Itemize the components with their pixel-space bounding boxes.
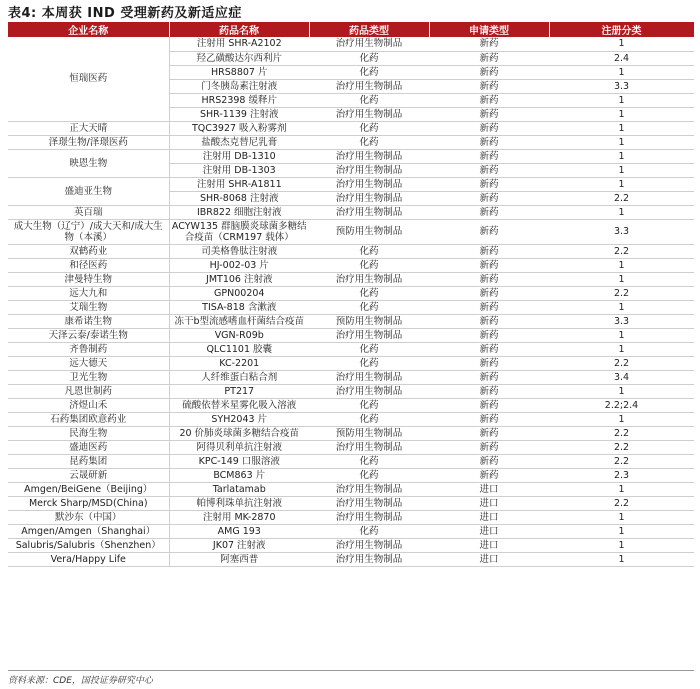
registration-class-cell: 1: [549, 328, 694, 342]
table-row: [8, 496, 694, 510]
company-cell: 盛迪亚生物: [8, 177, 169, 205]
drug-type-cell: 化药: [309, 258, 429, 272]
table-row: [8, 426, 694, 440]
drug-type-cell: 治疗用生物制品: [309, 191, 429, 205]
table-row: [8, 538, 694, 552]
drug-type-cell: 治疗用生物制品: [309, 205, 429, 219]
registration-class-cell: 2.2: [549, 244, 694, 258]
drug-type-cell: 化药: [309, 398, 429, 412]
registration-class-cell: 1: [549, 552, 694, 566]
registration-class-cell: 3.3: [549, 219, 694, 244]
drug-name-cell: VGN-R09b: [169, 328, 309, 342]
table-row: [8, 398, 694, 412]
company-cell: 云晟研新: [8, 468, 169, 482]
drug-name-cell: KPC-149 口服溶液: [169, 454, 309, 468]
application-type-cell: 新药: [429, 79, 549, 93]
registration-class-cell: 1: [549, 163, 694, 177]
application-type-cell: 新药: [429, 65, 549, 79]
drug-name-cell: 人纤维蛋白粘合剂: [169, 370, 309, 384]
company-cell: Vera/Happy Life: [8, 552, 169, 566]
registration-class-cell: 1: [549, 412, 694, 426]
application-type-cell: 新药: [429, 412, 549, 426]
table-row: [8, 205, 694, 219]
drug-type-cell: 化药: [309, 524, 429, 538]
drug-type-cell: 化药: [309, 286, 429, 300]
company-cell: 康希诺生物: [8, 314, 169, 328]
drug-name-cell: 注射用 SHR-A2102: [169, 37, 309, 51]
drug-name-cell: 注射用 DB-1303: [169, 163, 309, 177]
registration-class-cell: 2.2: [549, 286, 694, 300]
application-type-cell: 进口: [429, 510, 549, 524]
registration-class-cell: 2.2;2.4: [549, 398, 694, 412]
table-row: [8, 468, 694, 482]
drug-type-cell: 治疗用生物制品: [309, 370, 429, 384]
drug-type-cell: 化药: [309, 121, 429, 135]
drug-name-cell: JMT106 注射液: [169, 272, 309, 286]
drug-name-cell: SHR-1139 注射液: [169, 107, 309, 121]
table-row: [8, 356, 694, 370]
table-row: [8, 328, 694, 342]
drug-name-cell: ACYW135 群脑膜炎球菌多糖结合疫苗（CRM197 载体）: [169, 219, 309, 244]
company-cell: 双鹤药业: [8, 244, 169, 258]
drug-name-cell: SHR-8068 注射液: [169, 191, 309, 205]
application-type-cell: 新药: [429, 454, 549, 468]
table-row: [8, 524, 694, 538]
drug-type-cell: 化药: [309, 244, 429, 258]
application-type-cell: 新药: [429, 51, 549, 65]
application-type-cell: 新药: [429, 426, 549, 440]
table-row: [8, 135, 694, 149]
application-type-cell: 新药: [429, 121, 549, 135]
drug-type-cell: 化药: [309, 356, 429, 370]
table-row: [8, 219, 694, 244]
company-cell: 卫光生物: [8, 370, 169, 384]
drug-name-cell: PT217: [169, 384, 309, 398]
table-row: [8, 412, 694, 426]
table-row: [8, 482, 694, 496]
registration-class-cell: 1: [549, 482, 694, 496]
company-cell: 昆药集团: [8, 454, 169, 468]
table-row: [8, 177, 694, 191]
drug-type-cell: 治疗用生物制品: [309, 538, 429, 552]
drug-name-cell: GPN00204: [169, 286, 309, 300]
drug-type-cell: 化药: [309, 65, 429, 79]
header-company: 企业名称: [8, 22, 169, 37]
application-type-cell: 新药: [429, 191, 549, 205]
registration-class-cell: 1: [549, 300, 694, 314]
registration-class-cell: 1: [549, 510, 694, 524]
drug-name-cell: 冻干b型流感嗜血杆菌结合疫苗: [169, 314, 309, 328]
company-cell: 远大德天: [8, 356, 169, 370]
drug-name-cell: HJ-002-03 片: [169, 258, 309, 272]
drug-type-cell: 预防用生物制品: [309, 219, 429, 244]
header-drug: 药品名称: [169, 22, 309, 37]
application-type-cell: 新药: [429, 149, 549, 163]
company-cell: 映恩生物: [8, 149, 169, 177]
application-type-cell: 进口: [429, 524, 549, 538]
company-cell: 正大天晴: [8, 121, 169, 135]
drug-name-cell: SYH2043 片: [169, 412, 309, 426]
application-type-cell: 新药: [429, 440, 549, 454]
registration-class-cell: 2.2: [549, 496, 694, 510]
application-type-cell: 新药: [429, 93, 549, 107]
ind-table: [8, 22, 695, 567]
registration-class-cell: 1: [549, 524, 694, 538]
table-row: [8, 121, 694, 135]
registration-class-cell: 1: [549, 538, 694, 552]
registration-class-cell: 2.2: [549, 454, 694, 468]
drug-name-cell: HRS2398 缓释片: [169, 93, 309, 107]
table-row: [8, 342, 694, 356]
drug-name-cell: TISA-818 含漱液: [169, 300, 309, 314]
table-row: [8, 370, 694, 384]
application-type-cell: 新药: [429, 342, 549, 356]
bottom-divider: [8, 670, 694, 671]
company-cell: 津曼特生物: [8, 272, 169, 286]
company-cell: 盛迪医药: [8, 440, 169, 454]
drug-type-cell: 预防用生物制品: [309, 314, 429, 328]
application-type-cell: 新药: [429, 286, 549, 300]
table-body: [8, 37, 694, 566]
application-type-cell: 新药: [429, 384, 549, 398]
application-type-cell: 新药: [429, 398, 549, 412]
drug-type-cell: 化药: [309, 412, 429, 426]
drug-type-cell: 治疗用生物制品: [309, 177, 429, 191]
company-cell: 民海生物: [8, 426, 169, 440]
drug-name-cell: 注射用 DB-1310: [169, 149, 309, 163]
drug-type-cell: 治疗用生物制品: [309, 328, 429, 342]
registration-class-cell: 2.2: [549, 426, 694, 440]
drug-type-cell: 化药: [309, 93, 429, 107]
drug-type-cell: 治疗用生物制品: [309, 79, 429, 93]
drug-type-cell: 治疗用生物制品: [309, 552, 429, 566]
registration-class-cell: 1: [549, 177, 694, 191]
table-row: [8, 149, 694, 163]
company-cell: Merck Sharp/MSD(China): [8, 496, 169, 510]
drug-type-cell: 预防用生物制品: [309, 426, 429, 440]
drug-name-cell: 阿得贝利单抗注射液: [169, 440, 309, 454]
drug-name-cell: Tarlatamab: [169, 482, 309, 496]
drug-name-cell: 注射用 MK-2870: [169, 510, 309, 524]
company-cell: Amgen/BeiGene（Beijing）: [8, 482, 169, 496]
drug-type-cell: 治疗用生物制品: [309, 496, 429, 510]
drug-type-cell: 化药: [309, 454, 429, 468]
header-application: 申请类型: [429, 22, 549, 37]
drug-name-cell: 阿塞西普: [169, 552, 309, 566]
registration-class-cell: 1: [549, 342, 694, 356]
table-row: [8, 37, 694, 51]
drug-type-cell: 治疗用生物制品: [309, 440, 429, 454]
company-cell: 齐鲁制药: [8, 342, 169, 356]
drug-type-cell: 化药: [309, 135, 429, 149]
drug-type-cell: 治疗用生物制品: [309, 37, 429, 51]
drug-name-cell: 帕博利珠单抗注射液: [169, 496, 309, 510]
application-type-cell: 新药: [429, 300, 549, 314]
registration-class-cell: 1: [549, 205, 694, 219]
application-type-cell: 新药: [429, 163, 549, 177]
company-cell: 艾瑞生物: [8, 300, 169, 314]
application-type-cell: 进口: [429, 496, 549, 510]
company-cell: 石药集团欧意药业: [8, 412, 169, 426]
registration-class-cell: 1: [549, 272, 694, 286]
registration-class-cell: 2.4: [549, 51, 694, 65]
drug-name-cell: 盐酸杰克替尼乳膏: [169, 135, 309, 149]
registration-class-cell: 2.2: [549, 191, 694, 205]
drug-name-cell: QLC1101 胶囊: [169, 342, 309, 356]
registration-class-cell: 1: [549, 107, 694, 121]
drug-name-cell: HRS8807 片: [169, 65, 309, 79]
company-cell: 和径医药: [8, 258, 169, 272]
table-row: [8, 286, 694, 300]
registration-class-cell: 3.4: [549, 370, 694, 384]
drug-name-cell: IBR822 细胞注射液: [169, 205, 309, 219]
registration-class-cell: 1: [549, 135, 694, 149]
application-type-cell: 新药: [429, 314, 549, 328]
table-row: [8, 244, 694, 258]
registration-class-cell: 1: [549, 384, 694, 398]
header-registration: 注册分类: [549, 22, 694, 37]
drug-type-cell: 治疗用生物制品: [309, 510, 429, 524]
application-type-cell: 新药: [429, 219, 549, 244]
drug-type-cell: 治疗用生物制品: [309, 163, 429, 177]
drug-name-cell: TQC3927 吸入粉雾剂: [169, 121, 309, 135]
drug-type-cell: 治疗用生物制品: [309, 107, 429, 121]
drug-type-cell: 化药: [309, 468, 429, 482]
drug-name-cell: 羟乙磺酸达尔西利片: [169, 51, 309, 65]
drug-name-cell: 注射用 SHR-A1811: [169, 177, 309, 191]
drug-type-cell: 化药: [309, 51, 429, 65]
application-type-cell: 新药: [429, 468, 549, 482]
application-type-cell: 新药: [429, 272, 549, 286]
table-row: [8, 384, 694, 398]
drug-name-cell: KC-2201: [169, 356, 309, 370]
drug-name-cell: AMG 193: [169, 524, 309, 538]
registration-class-cell: 1: [549, 37, 694, 51]
table-row: [8, 510, 694, 524]
application-type-cell: 进口: [429, 538, 549, 552]
table-row: [8, 272, 694, 286]
company-cell: 凡恩世制药: [8, 384, 169, 398]
drug-name-cell: 门冬胰岛素注射液: [169, 79, 309, 93]
application-type-cell: 新药: [429, 258, 549, 272]
table-header-row: [8, 22, 694, 37]
registration-class-cell: 1: [549, 93, 694, 107]
table-title: 表4: 本周获 IND 受理新药及新适应症: [8, 6, 242, 21]
company-cell: Salubris/Salubris（Shenzhen）: [8, 538, 169, 552]
company-cell: 远大九和: [8, 286, 169, 300]
application-type-cell: 新药: [429, 244, 549, 258]
drug-type-cell: 化药: [309, 342, 429, 356]
drug-type-cell: 治疗用生物制品: [309, 384, 429, 398]
source-note: 资料来源：CDE，国投证券研究中心: [8, 676, 153, 686]
company-cell: 泽璟生物/泽璟医药: [8, 135, 169, 149]
registration-class-cell: 2.2: [549, 440, 694, 454]
application-type-cell: 新药: [429, 135, 549, 149]
company-cell: 默沙东（中国）: [8, 510, 169, 524]
application-type-cell: 新药: [429, 37, 549, 51]
table-row: [8, 440, 694, 454]
drug-type-cell: 化药: [309, 300, 429, 314]
table-row: [8, 314, 694, 328]
registration-class-cell: 3.3: [549, 79, 694, 93]
drug-type-cell: 治疗用生物制品: [309, 272, 429, 286]
drug-name-cell: JK07 注射液: [169, 538, 309, 552]
company-cell: Amgen/Amgen（Shanghai）: [8, 524, 169, 538]
application-type-cell: 新药: [429, 328, 549, 342]
registration-class-cell: 1: [549, 121, 694, 135]
company-cell: 济煜山禾: [8, 398, 169, 412]
registration-class-cell: 1: [549, 258, 694, 272]
drug-name-cell: 20 价肺炎球菌多糖结合疫苗: [169, 426, 309, 440]
registration-class-cell: 2.3: [549, 468, 694, 482]
registration-class-cell: 3.3: [549, 314, 694, 328]
application-type-cell: 新药: [429, 205, 549, 219]
drug-name-cell: 硫酸依替米星雾化吸入溶液: [169, 398, 309, 412]
company-cell: 恒瑞医药: [8, 37, 169, 121]
table-row: [8, 454, 694, 468]
table-row: [8, 552, 694, 566]
header-type: 药品类型: [309, 22, 429, 37]
company-cell: 成大生物（辽宁）/成大天和/成大生物（本溪）: [8, 219, 169, 244]
registration-class-cell: 1: [549, 65, 694, 79]
drug-type-cell: 治疗用生物制品: [309, 482, 429, 496]
drug-name-cell: BCM863 片: [169, 468, 309, 482]
company-cell: 英百瑞: [8, 205, 169, 219]
drug-name-cell: 司美格鲁肽注射液: [169, 244, 309, 258]
drug-type-cell: 治疗用生物制品: [309, 149, 429, 163]
table-row: [8, 300, 694, 314]
application-type-cell: 进口: [429, 552, 549, 566]
table-row: [8, 258, 694, 272]
registration-class-cell: 2.2: [549, 356, 694, 370]
application-type-cell: 进口: [429, 482, 549, 496]
application-type-cell: 新药: [429, 370, 549, 384]
application-type-cell: 新药: [429, 107, 549, 121]
company-cell: 天泽云泰/泰诺生物: [8, 328, 169, 342]
application-type-cell: 新药: [429, 356, 549, 370]
registration-class-cell: 1: [549, 149, 694, 163]
application-type-cell: 新药: [429, 177, 549, 191]
